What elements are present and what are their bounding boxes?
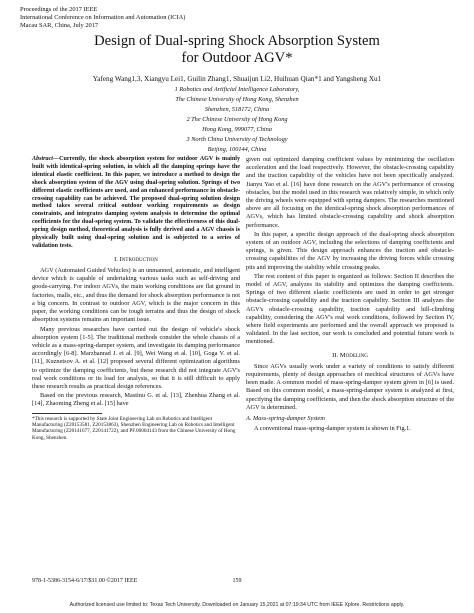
affiliation-line: 3 North China University of Technology [186, 136, 288, 143]
affiliation-line: Beijing, 100144, China [207, 146, 267, 153]
conference-line: Macau SAR, China, July 2017 [20, 22, 99, 29]
section-heading: II. Modeling [332, 351, 368, 359]
affiliations [0, 85, 474, 155]
left-column [32, 156, 240, 441]
affiliation-line: Shenzhen, 518172, China [204, 106, 270, 113]
page-number: 159 [232, 578, 242, 584]
conference-line: International Conference on Information and Automation (ICIA) [20, 14, 186, 21]
paper-title [0, 33, 474, 67]
affiliation-line: 1 Robotics and Artificial Intelligence Laboratory, [174, 86, 300, 93]
paragraph: In this paper, a specific design approach of the dual-spring shock absorption system of an outdoor AGV, including the selections of damping coefficients and springs, is given. This design approach enhances the traction and obstacle-crossing capabilities of the AGV by increasing the driving forces while crossing pits and improving the stability while crossing peaks. [246, 230, 454, 271]
title-line: for Outdoor AGV* [181, 50, 293, 66]
abstract [32, 156, 240, 251]
paragraph: AGV (Automated Guided Vehicles) is an unmanned, automatic, and intelligent device which is capable of undertaking various tasks such as self-driving and goods-carrying. For indoor AGVs, the main working conditions are flat ground in factories, malls, etc., and thus the demand for shock absorption performance is not a big concern. In contrast to outdoor AGV, which is the major concern in this paper, the working conditions can be tough terrains and thus the design of shock absorption systems remains an important issue. [32, 267, 240, 324]
isbn-copyright: 978-1-5386-3154-6/17/$31.00 ©2017 IEEE [32, 578, 138, 584]
conference-line: Proceedings of the 2017 IEEE [20, 6, 98, 13]
affiliation-line: The Chinese University of Hong Kong, Shenzhen [175, 96, 299, 103]
affiliation-line: 2 The Chinese University of Hong Kong [186, 116, 288, 123]
paragraph: A conventional mass-spring-damper system is shown in Fig.1. [254, 425, 411, 433]
funding-footnote: *This research is supported by State Joint Engineering Lab on Robotics and Intelligent Manufacturing (Z20153581, Z20153863), Shenzhen Engineering Lab on Robotics and Intelligent Manufacturing (Z20141677, Z20141722), and PF.00004143 from the Chinese University of Hong Kong, Shenzhen. [32, 415, 236, 441]
paragraph: given out optimized damping coefficient values by minimizing the oscillation acceleration and the load respectively. However, the obstacle-crossing capability and the traction capability of the vehicles have not been specifically analyzed. Jianyu Yao et al. [16] have done research on the AGV's performance of crossing obstacles, but the model used in this research was relatively simple, in which only the driving wheels were equipped with spring dampers. The researches mentioned above are all focusing on the identical-spring shock absorption performances of AGVs, which has limited obstacle-crossing capability and shock absorption performance. [246, 156, 454, 229]
abstract-label: Abstract [32, 156, 53, 162]
affiliation-line: Hong Kong, 999077, China [202, 126, 272, 133]
paragraph: Since AGVs usually work under a variety of conditions to satisfy different requirements, plenty of design approaches of mechical structures of AGVs have been made. A common model of mass-spring-damper system given in [6] is used. Based on this common model, a mass-spring-damper system is analyzed at first, specifying the damping coefficients, and then the shock absorption structure of the AGV is determined. [246, 362, 454, 411]
paragraph: Based on the previous research, Mastinu G. et al. [13], Zhenhua Zhang et al. [14], Zhaoming Zheng et al. [15] have [32, 392, 240, 408]
paragraph: Many previous researches have carried out the design of vehicle's shock absorption system [1-5]. The traditional methods consider the whole chassis of a vehicle as a mass-spring-damper system, and investigate its damping performance accordingly [6-8]. Marzbanrad J. et al. [9], Wei Wang et al. [10], Goga V. et al. [11], Kuznetsov A. et al. [12] proposed several different optimization algorithms to optimize the damping coefficients, but these research did not integrate AGV's real work conditions or its load for analysis, so that it is still difficult to apply these research results as practical design references. [32, 325, 240, 390]
abstract-text: —Currently, the shock absorption system for outdoor AGV is mainly built with identical-spring solution, in which all the damping springs have the identical elastic coefficient. In this paper, we introduce a method to design the shock absorption system of the AGV using dual-spring solution. Springs of two different elastic coefficients are used, and an enhanced performance in obstacle-crossing capability can be achieved. The proposed dual-spring solution design method takes several critical outdoor working requirements as design constraints, and integrates damping system analysis to determine the optimal coefficients for the dual-spring system. To validate the effectiveness of this dual-spring design method, theoretical analysis is fully derived and a AGV chassis is physically built using dual-spring solution and is subjected to a series of validation tests. [32, 156, 240, 249]
right-column [246, 156, 454, 435]
paragraph: The rest content of this paper is organized as follows: Section II describes the model of AGV, analyzes its stability and optimizes the damping coefficients. Springs of two different elastic coefficients are used in order to get stronger obstacle-crossing capability and the traction capability. Section III analyzes the AGV's obstacle-crossing capability, traction capability and hill-climbing capability, considering the AGV's real work conditions, followed by Section IV, where field experiments are performed and the overall approach we proposed is validated. In the last section, our work is concluded and potential future work is mentioned. [246, 272, 454, 346]
section-heading: I. Introduction [114, 255, 158, 263]
conference-header [20, 6, 185, 30]
title-line: Design of Dual-spring Shock Absorption System [94, 33, 380, 49]
license-notice: Authorized licensed use limited to: Texas Tech University. Downloaded on January 15,2021 at 07:19:34 UTC from IEEE Xplore. Restrictions apply. [69, 602, 405, 608]
author-list: Yafeng Wang1,3, Xiangyu Lei1, Guilin Zhang1, Shuaijun Li2, Huihuan Qian*1 and Yangsheng Xu1 [92, 75, 382, 83]
footnote-divider [32, 413, 102, 414]
subsection-heading: A. Mass-spring-damper System [246, 415, 325, 423]
